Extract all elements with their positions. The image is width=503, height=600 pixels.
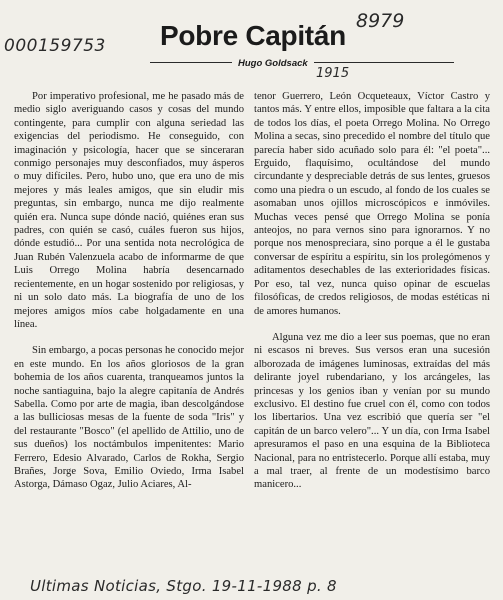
- source-citation-handwritten: Ultimas Noticias, Stgo. 19-11-1988 p. 8: [30, 577, 337, 595]
- folio-number-handwritten: 8979: [356, 10, 405, 32]
- year-handwritten: 1915: [316, 66, 350, 81]
- article-column-right: [254, 90, 490, 492]
- paragraph: Sin embargo, a pocas personas he conocido mejor en este mundo. En los años gloriosos de la gran bohemia de los años cuarenta, tranqueamos juntos la noche santiaguina, bajo la alegre capitanía de Andrés Sabella. Como por arte de magia, iban descolgándose a las bulliciosas mesas de la fuente de soda "Iris" y del restaurante "Bosco" (el apellido de Attilio, uno de sus dueños) los noctámbulos impenitentes: Mario Ferrero, Edesio Alvarado, Carlos de Rokha, Sergio Brañes, Jorge Sova, Emilio Oviedo, Irma Isabel Astorga, Dámaso Ogaz, Julio Aciares, Al-: [14, 345, 244, 491]
- article-column-left: [14, 90, 244, 492]
- paragraph: tenor Guerrero, León Ocqueteaux, Víctor Castro y tantos más. Y entre ellos, imposible que faltara a la cita de todos los días, el poeta Orrego Molina. No Orrego Molina a secas, sino precedido el nombre del título que parecía haber sido acuñado solo para él: "el poeta"... Erguido, flaquísimo, ocultándose del mundo circundante y despreciable detrás de sus lentes, gruesos como una piedra o un escudo, al fondo de los cuales se asomaban unos ojillos microscópicos e inmóviles. Muchas veces pensé que Orrego Molina se ponía anteojos, no para vernos sino para ignorarnos. Y no porque nos menospreciara, sino porque a él le gustaba conversar de espíritu a espíritu, sin los prolegómenos y aditamentos desechables de las exterioridades físicas. Por eso, tal vez, nunca quiso opinar de escuelas filosóficas, de credos religiosos, de modas estéticas ni de amores humanos.: [254, 91, 490, 317]
- paragraph: Alguna vez me dio a leer sus poemas, que no eran ni escasos ni breves. Sus versos eran una sucesión alborozada de imágenes luminosas, extraídas del más delirante joyel rubendariano, y los arcángeles, las princesas y los genios iban y venían por su mundo exclusivo. El destino fue cruel con él, como con todos los libertarios. Una vez escribió que quería ser "el capitán de un barco velero"... Y un día, con Irma Isabel apresuramos el paso en una esquina de la Biblioteca Nacional, para no entristecerlo. Porque allí estaba, muy a mal traer, al frente de un modestísimo barco manicero...: [254, 331, 490, 491]
- article-byline: Hugo Goldsack: [232, 58, 314, 69]
- article-title: Pobre Capitán: [160, 20, 346, 51]
- paragraph: Por imperativo profesional, me he pasado más de medio siglo averiguando casos y cosas del mundo contingente, para cumplir con alguna seriedad las exigencias del periodismo. He conseguido, con imaginación y psicología, hacer que se sinceraran conmigo personajes muy desconfiados, muy ásperos o muy difíciles. Pero, hubo uno, que era uno de mis mejores y más leales amigos, que sin eludir mis preguntas, sin embargo, nunca me dijo realmente quién era. Nunca supe dónde nació, quiénes eran sus padres, con quién se casó, cuáles fueron sus hijos, dónde estudió... Por una sentida nota necrológica de Juan Rubén Valenzuela acabo de informarme de que Luis Orrego Molina habría desencarnado recientemente, en un hogar sostenido por religiosas, y ni un solo dato más. La biografía de uno de los mejores amigos míos cabe holgadamente en una línea.: [14, 91, 244, 330]
- archive-code-handwritten: 000159753: [4, 36, 106, 56]
